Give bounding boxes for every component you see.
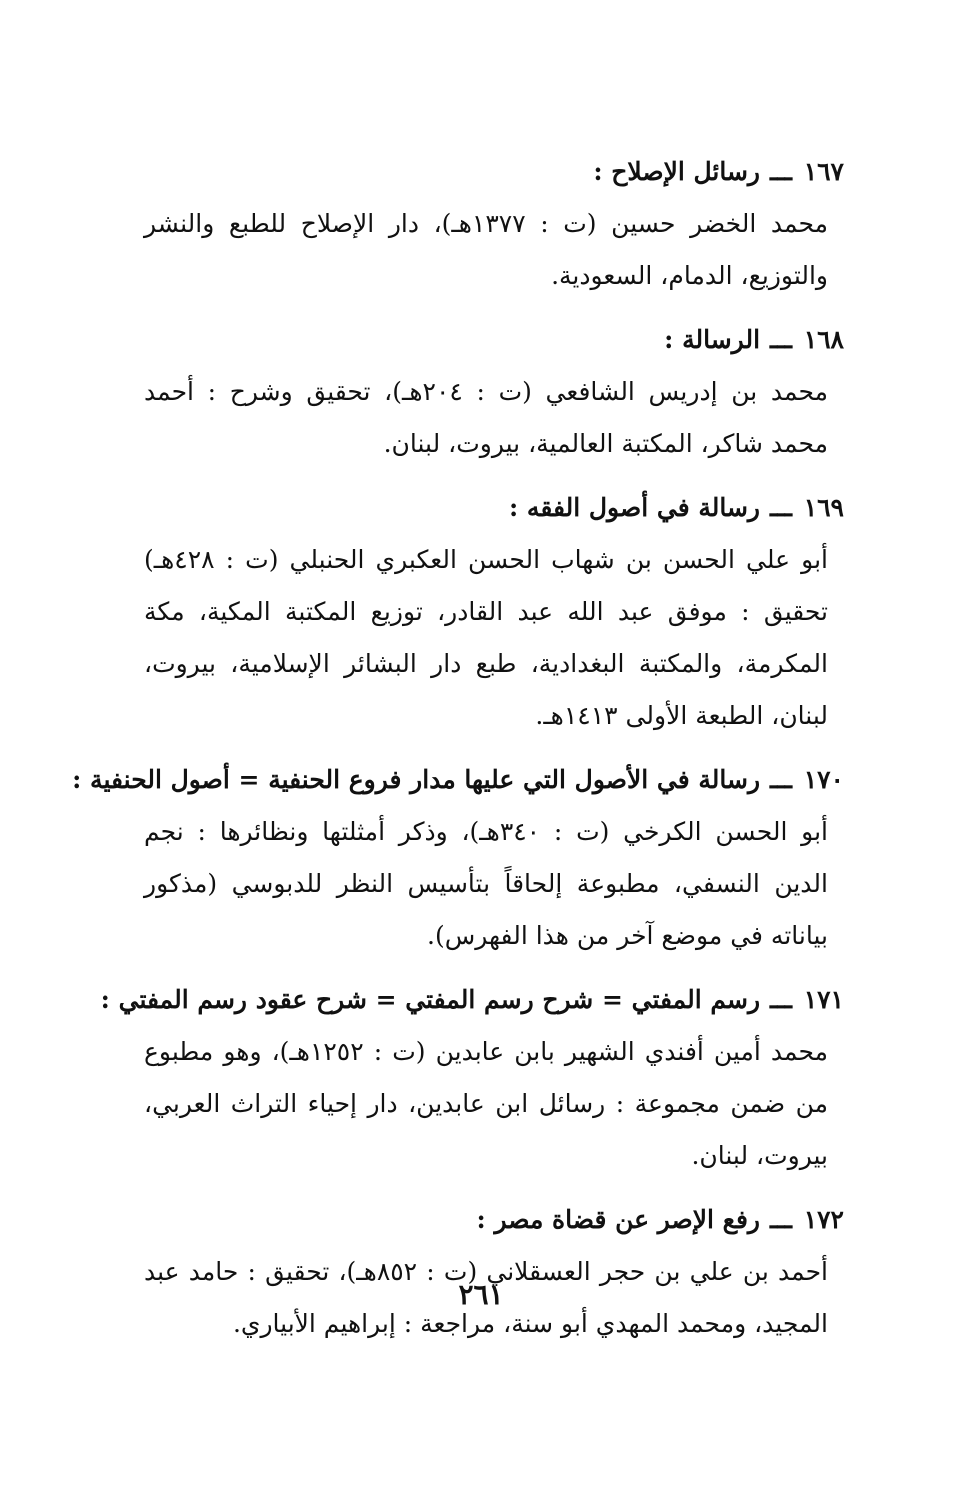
entry-number: ١٦٨ [803,325,844,354]
bibliography-entry-169 [144,484,844,742]
entry-dash: ـــ [770,1205,792,1234]
bibliography-entry-171 [100,976,844,1182]
page-number: ٢٦١ [458,1278,504,1311]
entry-dash: ـــ [770,157,792,186]
entry-body: أبو الحسن الكرخي (ت : ٣٤٠هـ)، وذكر أمثلتها ونظائرها : نجم الدين النسفي، مطبوعة إلحاقاً بتأسيس النظر للدبوسي (مذكور بياناته في موضع آخر من هذا الفهرس). [144,817,828,950]
entry-dash: ـــ [770,325,792,354]
entry-number: ١٧٠ [803,765,844,794]
entry-body: محمد أمين أفندي الشهير بابن عابدين (ت : ١٢٥٢هـ)، وهو مطبوع من ضمن مجموعة : رسائل ابن عابدين، دار إحياء التراث العربي، بيروت، لبنان. [144,1037,829,1170]
entry-heading [144,1196,844,1244]
bibliography-entry-168 [144,316,844,470]
entry-heading [144,484,844,532]
entry-number: ١٧٢ [803,1205,844,1234]
entry-title: رسالة في أصول الفقه : [509,493,761,522]
entry-dash: ـــ [770,493,792,522]
entry-body: أحمد بن علي بن حجر العسقلاني (ت : ٨٥٢هـ)، تحقيق : حامد عبد المجيد، ومحمد المهدي أبو سنة، مراجعة : إبراهيم الأبياري. [144,1257,828,1338]
entry-heading [100,976,844,1024]
entry-body: أبو علي الحسن بن شهاب الحسن العكبري الحنبلي (ت : ٤٢٨هـ) تحقيق : موفق عبد الله عبد القادر، توزيع المكتبة المكية، مكة المكرمة، والمكتبة البغدادية، طبع دار البشائر الإسلامية، بيروت، لبنان، الطبعة الأولى ١٤١٣هـ. [144,545,828,730]
entry-number: ١٦٧ [803,157,844,186]
entry-dash: ـــ [770,985,792,1014]
entry-heading [144,148,844,196]
bibliography-entry-167 [144,148,844,302]
entry-dash: ـــ [770,765,792,794]
entry-title: رفع الإصر عن قضاة مصر : [476,1205,761,1234]
bibliography-list [72,148,844,1364]
entry-number: ١٧١ [803,985,844,1014]
entry-title: رسالة في الأصول التي عليها مدار فروع الحنفية = أصول الحنفية : [72,765,761,794]
entry-heading [144,316,844,364]
entry-number: ١٦٩ [803,493,844,522]
entry-title: رسم المفتي = شرح رسم المفتي = شرح عقود رسم المفتي : [100,985,761,1014]
entry-body: محمد الخضر حسين (ت : ١٣٧٧هـ)، دار الإصلاح للطبع والنشر والتوزيع، الدمام، السعودية. [144,209,828,290]
bibliography-entry-172 [144,1196,844,1350]
entry-body: محمد بن إدريس الشافعي (ت : ٢٠٤هـ)، تحقيق وشرح : أحمد محمد شاكر، المكتبة العالمية، بيروت، لبنان. [144,377,828,458]
entry-title: الرسالة : [664,325,761,354]
entry-title: رسائل الإصلاح : [593,157,761,186]
bibliography-entry-170 [72,756,844,962]
entry-heading [72,756,844,804]
